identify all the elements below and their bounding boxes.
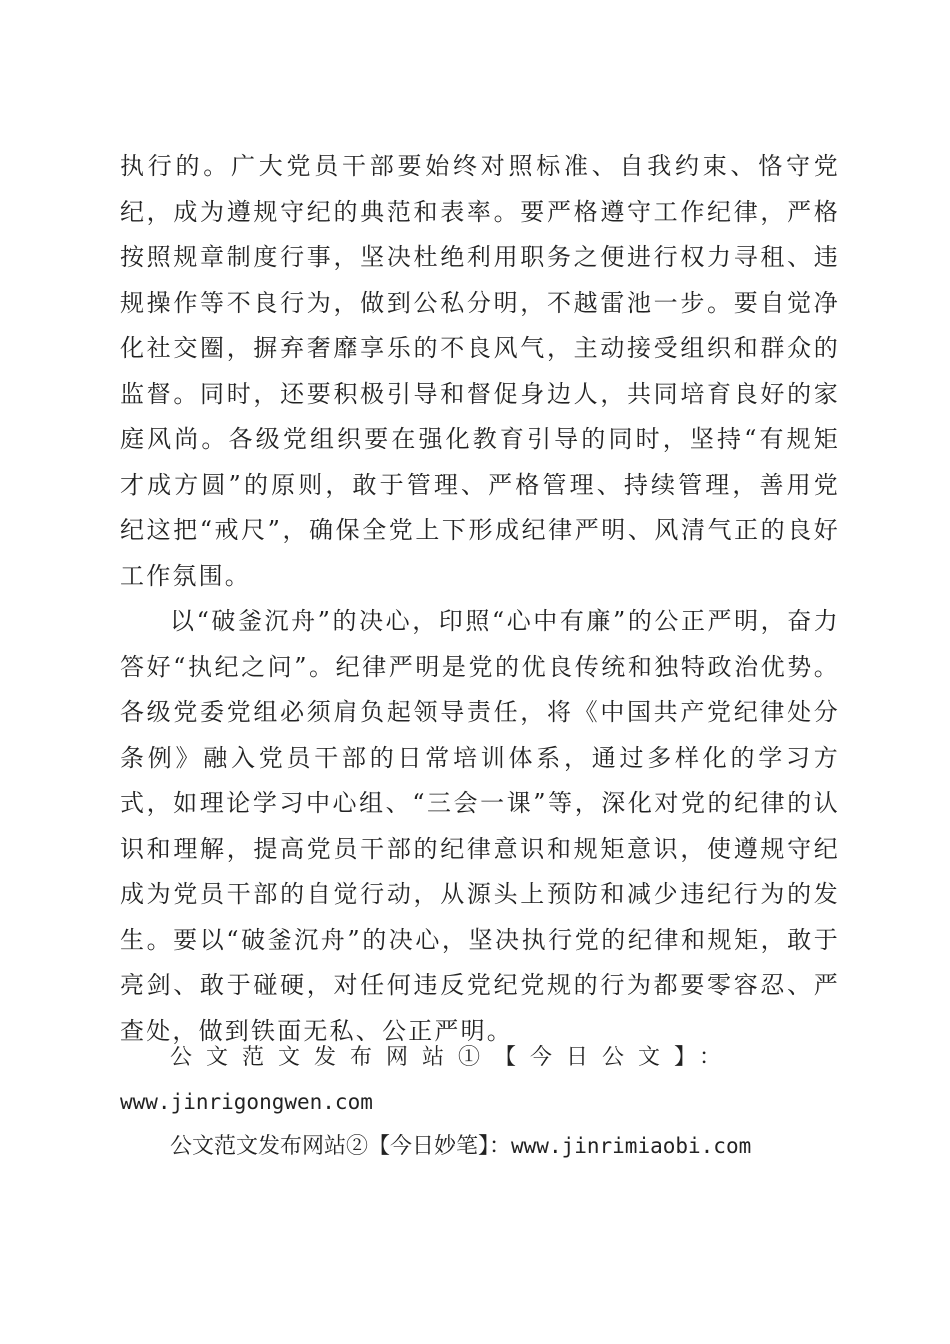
website-line-2 — [120, 1124, 840, 1169]
website-1-url: www.jinrigongwen.com — [120, 1090, 373, 1114]
website-2-url: www.jinrimiaobi.com — [511, 1134, 752, 1158]
body-text — [120, 144, 840, 1054]
website-line-1 — [120, 1036, 840, 1124]
paragraph-discipline: 以“破釜沉舟”的决心，印照“心中有廉”的公正严明，奋力答好“执纪之问”。纪律严明是党的优良传统和独特政治优势。各级党委党组必须肩负起领导责任，将《中国共产党纪律处分条例》融入党员干部的日常培训体系，通过多样化的学习方式，如理论学习中心组、“三会一课”等，深化对党的纪律的认识和理解，提高党员干部的纪律意识和规矩意识，使遵规守纪成为党员干部的自觉行动，从源头上预防和减少违纪行为的发生。要以“破釜沉舟”的决心，坚决执行党的纪律和规矩，敢于亮剑、敢于碰硬，对任何违反党纪党规的行为都要零容忍、严查处，做到铁面无私、公正严明。 — [120, 607, 840, 1045]
paragraph-continued: 执行的。广大党员干部要始终对照标准、自我约束、恪守党纪，成为遵规守纪的典范和表率。要严格遵守工作纪律，严格按照规章制度行事，坚决杜绝利用职务之便进行权力寻租、违规操作等不良行为，做到公私分明，不越雷池一步。要自觉净化社交圈，摒弃奢靡享乐的不良风气，主动接受组织和群众的监督。同时，还要积极引导和督促身边人，共同培育良好的家庭风尚。各级党组织要在强化教育引导的同时，坚持“有规矩才成方圆”的原则，敢于管理、严格管理、持续管理，善用党纪这把“戒尺”，确保全党上下形成纪律严明、风清气正的良好工作氛围。 — [120, 152, 840, 590]
website-2-label: 公文范文发布网站②【今日妙笔】： — [170, 1134, 512, 1159]
website-1-label: 公文范文发布网站①【今日公文】： — [170, 1045, 736, 1070]
